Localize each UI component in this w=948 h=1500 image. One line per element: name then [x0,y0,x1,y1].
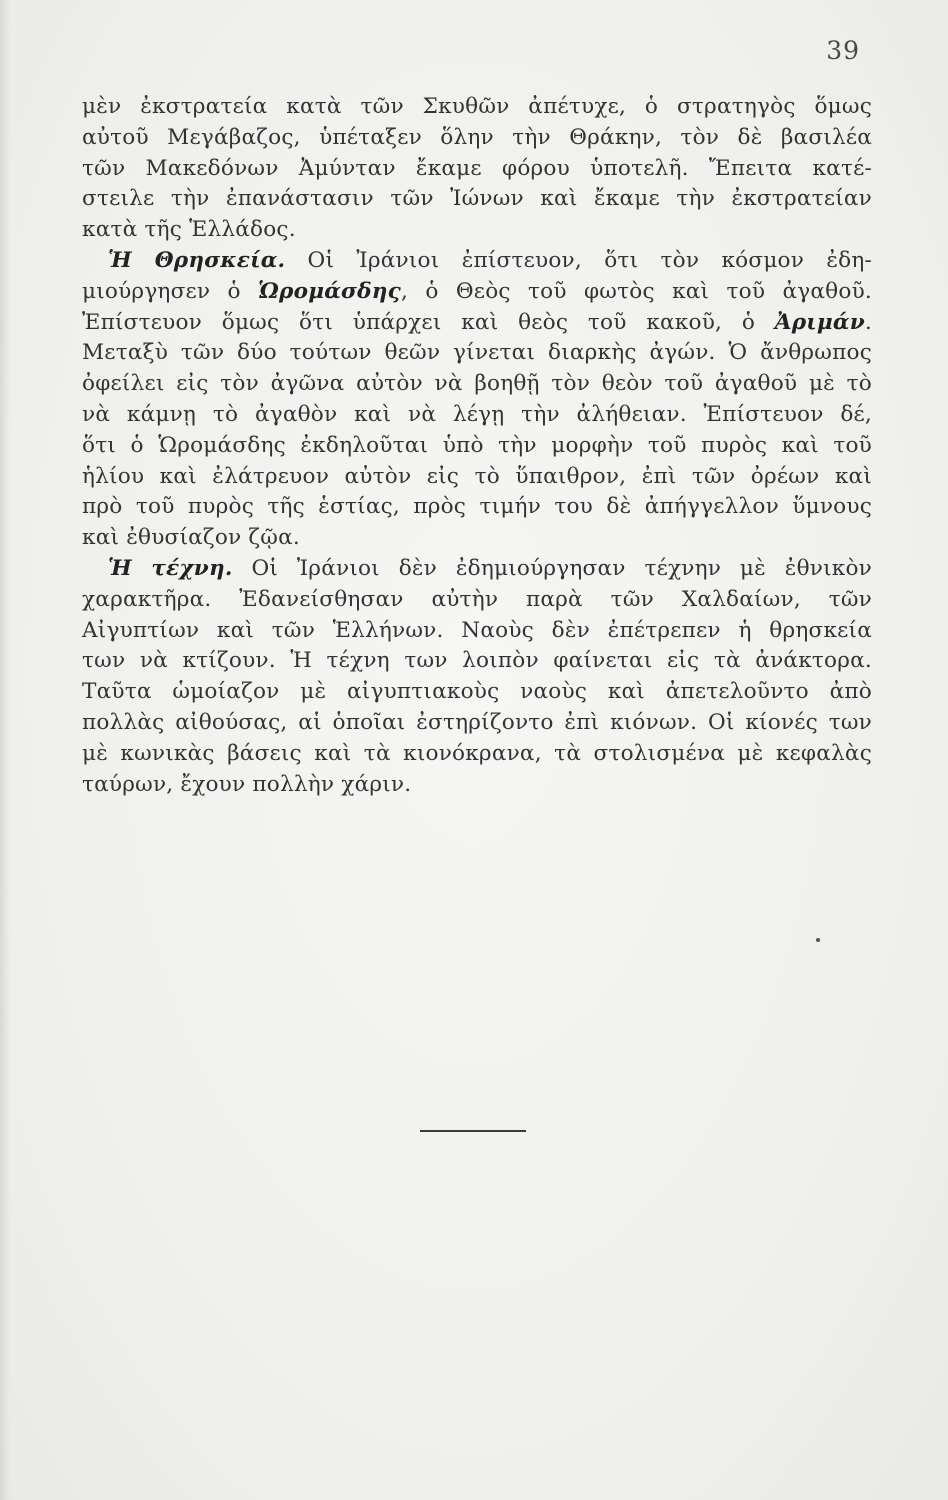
text-line [82,677,872,708]
text-span: καὶ ἐθυσίαζον ζῷα. [82,525,300,551]
text-span: κατὰ τῆς Ἑλλάδος. [82,217,296,243]
text-line [82,431,872,462]
emphasized-name: Ὡρομάσδης [258,278,402,304]
text-span: των νὰ κτίζουν. Ἡ τέχνη των λοιπὸν φαίνεται εἰς τὰ ἀνάκτορα. [82,648,872,674]
text-span: στειλε τὴν ἐπανάστασιν τῶν Ἰώνων καὶ ἔκαμε τὴν ἐκστρατείαν [82,186,872,212]
text-line [82,492,872,523]
section-end-rule [420,1130,526,1132]
text-line [82,400,872,431]
text-line [82,646,872,677]
text-span: πρὸ τοῦ πυρὸς τῆς ἑστίας, πρὸς τιμήν του δὲ ἀπήγγελλον ὕμνους [82,494,872,520]
text-line [82,739,872,770]
text-span: , ὁ Θεὸς τοῦ φωτὸς καὶ τοῦ ἀγαθοῦ. [401,278,872,304]
page-number: 39 [826,36,860,65]
emphasized-name: Ἀριμάν [774,309,865,335]
text-line [82,554,872,585]
text-span: μὲν ἐκστρατεία κατὰ τῶν Σκυθῶν ἀπέτυχε, ὁ στρατηγὸς ὅμως [82,94,872,119]
text-span: αὐτοῦ Μεγάβαζος, ὑπέταξεν ὅλην τὴν Θράκην, τὸν δὲ βασιλέα [82,124,872,150]
text-span: Οἱ Ἰράνιοι ἐπίστευον, ὅτι τὸν κόσμον ἐδη- [285,247,872,273]
section-heading: Ἡ τέχνη. [108,555,233,581]
text-span: πολλὰς αἰθούσας, αἱ ὁποῖαι ἐστηρίζοντο ἐπὶ κιόνων. Οἱ κίονές των [82,709,872,735]
text-line [82,92,872,123]
text-span: χαρακτῆρα. Ἐδανείσθησαν αὐτὴν παρὰ τῶν Χαλδαίων, τῶν [82,586,872,612]
text-line [82,523,872,554]
text-span: μὲ κωνικὰς βάσεις καὶ τὰ κιονόκρανα, τὰ στολισμένα μὲ κεφαλὰς [82,740,872,766]
text-line [82,338,872,369]
text-span: ὀφείλει εἰς τὸν ἀγῶνα αὐτὸν νὰ βοηθῇ τὸν θεὸν τοῦ ἀγαθοῦ μὲ τὸ [82,371,872,397]
text-line [82,123,872,154]
text-span: Ἐπίστευον ὅμως ὅτι ὑπάρχει καὶ θεὸς τοῦ κακοῦ, ὁ [82,309,775,335]
text-line [82,770,872,801]
text-line [82,154,872,185]
text-line [82,215,872,246]
ink-speck [816,938,820,942]
text-span: ταύρων, ἔχουν πολλὴν χάριν. [82,771,412,797]
text-line [82,462,872,493]
text-line [82,246,872,277]
text-span: τῶν Μακεδόνων Ἀμύνταν ἔκαμε φόρου ὑποτελῆ. Ἔπειτα κατέ- [82,155,872,181]
text-span: ὅτι ὁ Ὡρομάσδης ἐκδηλοῦται ὑπὸ τὴν μορφὴν τοῦ πυρὸς καὶ τοῦ [82,432,872,458]
text-line [82,184,872,215]
text-line [82,277,872,308]
text-line [82,708,872,739]
body-text [82,92,872,800]
text-line [82,616,872,647]
text-line [82,369,872,400]
text-line [82,585,872,616]
text-span: ἡλίου καὶ ἐλάτρευον αὐτὸν εἰς τὸ ὕπαιθρον, ἐπὶ τῶν ὀρέων καὶ [82,463,872,489]
text-span: Μεταξὺ τῶν δύο τούτων θεῶν γίνεται διαρκὴς ἀγών. Ὁ ἄνθρωπος [82,340,872,366]
text-span: Αἰγυπτίων καὶ τῶν Ἑλλήνων. Ναοὺς δὲν ἐπέτρεπεν ἡ θρησκεία [82,617,872,643]
text-line [82,308,872,339]
text-span: μιούργησεν ὁ [82,278,259,304]
text-span: Ταῦτα ὡμοίαζον μὲ αἰγυπτιακοὺς ναοὺς καὶ ἀπετελοῦντο ἀπὸ [82,679,872,705]
section-heading: Ἡ Θρησκεία. [108,247,286,273]
text-span: Οἱ Ἰράνιοι δὲν ἐδημιούργησαν τέχνην μὲ ἐθνικὸν [232,555,872,581]
text-span: . [864,309,872,335]
text-span: νὰ κάμνῃ τὸ ἀγαθὸν καὶ νὰ λέγῃ τὴν ἀλήθειαν. Ἐπίστευον δέ, [82,401,872,427]
page-edge-shadow [0,0,10,1500]
